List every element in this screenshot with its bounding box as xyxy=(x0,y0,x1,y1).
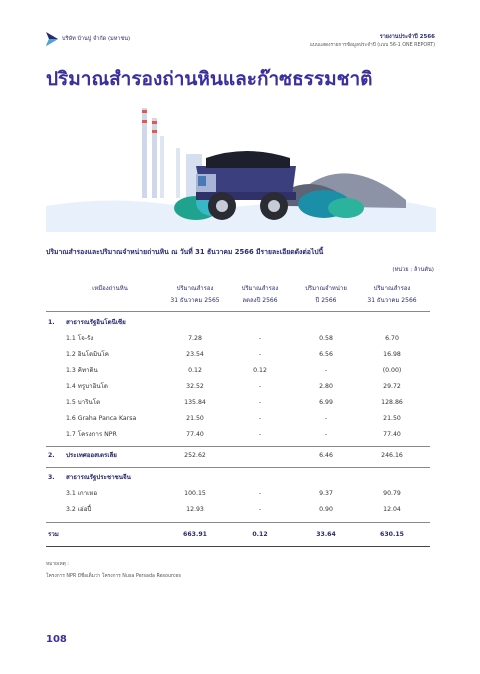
remark-text: โครงการ NPR มีชื่อเต็มว่า โครงการ Nusa Persada Resources xyxy=(46,574,181,579)
col-header-reserve-2565: ปริมาณสำรอง 31 ธันวาคม 2565 xyxy=(170,285,220,304)
page-title: ปริมาณสำรองถ่านหินและก๊าซธรรมชาติ xyxy=(46,68,373,90)
remark-label: หมายเหตุ : xyxy=(46,562,69,567)
section-name: สาธารณรัฐอินโดนีเซีย xyxy=(66,319,126,326)
report-subtitle: แบบแสดงรายการข้อมูลประจำปี (แบบ 56-1 ONE REPORT) xyxy=(309,43,435,48)
section-divider xyxy=(46,522,430,523)
section-number: 1. xyxy=(48,319,55,326)
header-divider xyxy=(46,311,430,312)
company-name: บริษัท บ้านปู จำกัด (มหาชน) xyxy=(62,36,131,42)
section-divider xyxy=(46,446,430,447)
coal-truck-illustration xyxy=(46,96,436,232)
unit-note: (หน่วย : ล้านตัน) xyxy=(392,267,434,273)
section-name: สาธารณรัฐประชาชนจีน xyxy=(66,474,131,481)
total-divider xyxy=(46,546,430,547)
section-number: 3. xyxy=(48,474,55,481)
table-heading: ปริมาณสำรองและปริมาณจำหน่ายถ่านหิน ณ วันที่ 31 ธันวาคม 2566 มีรายละเอียดดังต่อไปนี้ xyxy=(46,248,324,256)
col-header-reserve-2566: ปริมาณสำรอง 31 ธันวาคม 2566 xyxy=(367,285,417,304)
col-header-reduced-2566: ปริมาณสำรอง ลดลงปี 2566 xyxy=(241,285,279,304)
col-header-sales-2566: ปริมาณจำหน่าย ปี 2566 xyxy=(305,285,347,304)
report-title: รายงานประจำปี 2566 xyxy=(379,34,435,40)
page-number: 108 xyxy=(46,634,67,645)
banpu-logo-icon xyxy=(46,32,58,46)
col-header-mine: เหมืองถ่านหิน xyxy=(92,285,128,292)
section-divider xyxy=(46,467,430,468)
